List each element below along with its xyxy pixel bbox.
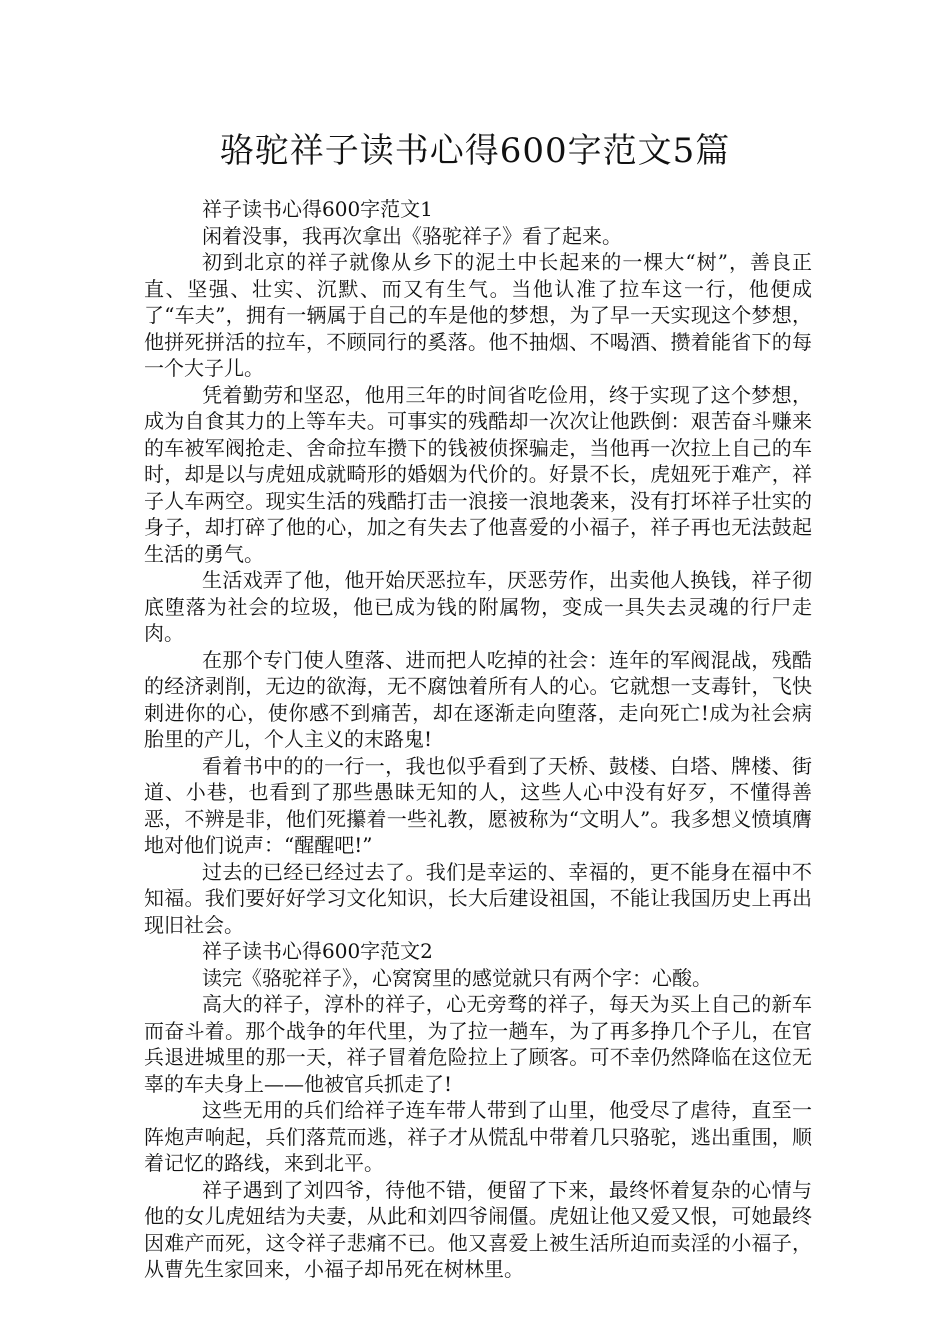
section-heading: 祥子读书心得600字范文1	[202, 197, 433, 221]
document-title: 骆驼祥子读书心得600字范文5篇	[219, 131, 731, 171]
section-heading: 祥子读书心得600字范文2	[202, 939, 433, 963]
body-paragraph: 祥子遇到了刘四爷，待他不错，便留了下来，最终怀着复杂的心情与他的女儿虎妞结为夫妻，从此和刘四爷闹僵。虎妞让他又爱又恨，可她最终因难产而死，这令祥子悲痛不已。他又喜爱上被生活所迫而卖淫的小福子，从曹先生家回来，小福子却吊死在树林里。	[144, 1177, 812, 1281]
body-paragraph: 生活戏弄了他，他开始厌恶拉车，厌恶劳作，出卖他人换钱，祥子彻底堕落为社会的垃圾，他已成为钱的附属物，变成一具失去灵魂的行尸走肉。	[144, 568, 812, 645]
body-paragraph: 初到北京的祥子就像从乡下的泥土中长起来的一棵大“树”，善良正直、坚强、壮实、沉默、而又有生气。当他认准了拉车这一行，他便成了“车夫”，拥有一辆属于自己的车是他的梦想，为了早一天实现这个梦想，他拼死拼活的拉车，不顾同行的奚落。他不抽烟、不喝酒、攒着能省下的每一个大子儿。	[144, 250, 812, 380]
body-paragraph: 过去的已经已经过去了。我们是幸运的、幸福的，更不能身在福中不知福。我们要好好学习文化知识，长大后建设祖国，不能让我国历史上再出现旧社会。	[144, 859, 812, 937]
body-paragraph: 在那个专门使人堕落、进而把人吃掉的社会：连年的军阀混战，残酷的经济剥削，无边的欲海，无不腐蚀着所有人的心。它就想一支毒针，飞快刺进你的心，使你感不到痛苦，却在逐渐走向堕落，走向死亡!成为社会病胎里的产儿，个人主义的末路鬼!	[144, 647, 812, 751]
body-paragraph: 读完《骆驼祥子》，心窝窝里的感觉就只有两个字：心酸。	[202, 965, 712, 990]
body-paragraph: 高大的祥子，淳朴的祥子，心无旁骛的祥子，每天为买上自己的新车而奋斗着。那个战争的年代里，为了拉一趟车，为了再多挣几个子儿，在官兵退进城里的那一天，祥子冒着危险拉上了顾客。可不幸仍然降临在这位无辜的车夫身上——他被官兵抓走了!	[144, 992, 812, 1096]
body-paragraph: 看着书中的的一行一，我也似乎看到了天桥、鼓楼、白塔、牌楼、街道、小巷，也看到了那些愚昧无知的人，这些人心中没有好歹，不懂得善恶，不辨是非，他们死攥着一些礼教，愿被称为“文明人”。我多想义愤填膺地对他们说声：“醒醒吧!”	[144, 753, 812, 857]
body-paragraph: 这些无用的兵们给祥子连车带人带到了山里，他受尽了虐待，直至一阵炮声响起，兵们落荒而逃，祥子才从慌乱中带着几只骆驼，逃出重围，顺着记忆的路线，来到北平。	[144, 1098, 812, 1175]
body-paragraph: 凭着勤劳和坚忍，他用三年的时间省吃俭用，终于实现了这个梦想，成为自食其力的上等车夫。可事实的残酷却一次次让他跌倒：艰苦奋斗赚来的车被军阀抢走、舍命拉车攒下的钱被侦探骗走，当他再一次拉上自己的车时，却是以与虎妞成就畸形的婚姻为代价的。好景不长，虎妞死于难产，祥子人车两空。现实生活的残酷打击一浪接一浪地袭来，没有打坏祥子壮实的身子，却打碎了他的心，加之有失去了他喜爱的小福子，祥子再也无法鼓起生活的勇气。	[144, 382, 812, 566]
body-paragraph: 闲着没事，我再次拿出《骆驼祥子》看了起来。	[202, 223, 622, 248]
document-body	[144, 196, 812, 1283]
